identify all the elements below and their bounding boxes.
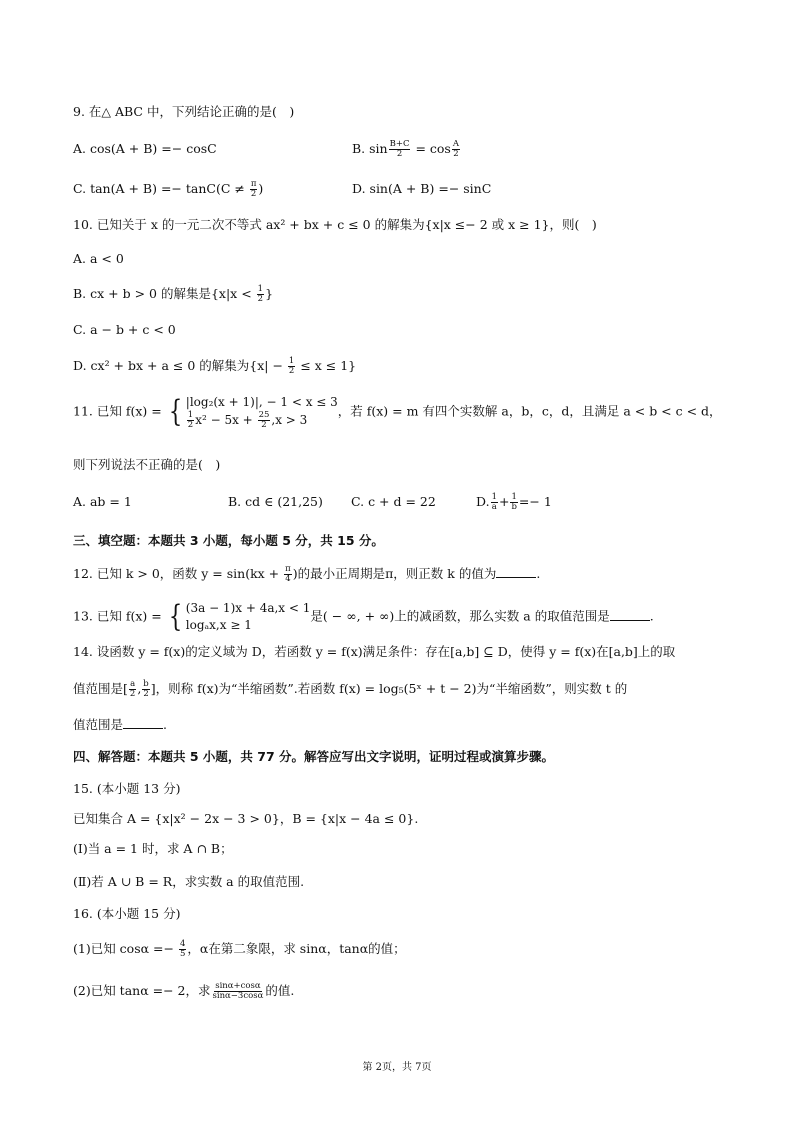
q13-brace: { <box>168 599 182 634</box>
q13-case2: logₐx,x ≥ 1 <box>185 618 252 632</box>
q15-head: 15. (本小题 13 分) <box>73 781 181 796</box>
q11-suffix: ，若 f(x) = m 有四个实数解 a，b，c，d，且满足 a < b < c < d， <box>337 403 722 419</box>
q11-d-plus: + <box>498 494 510 509</box>
q11-case2-frac-num: 1 <box>187 410 194 420</box>
q14-line1: 14. 设函数 y = f(x)的定义域为 D，若函数 y = f(x)满足条件：存在[a,b] ⊆ D，使得 y = f(x)在[a,b]上的取 <box>73 644 676 659</box>
q11-piecewise <box>166 394 338 430</box>
q14-comma: , <box>137 681 142 696</box>
q11-case1: |log₂(x + 1)|, − 1 < x ≤ 3 <box>185 395 338 409</box>
q9-option-b <box>352 140 461 159</box>
q10-b-post: } <box>265 286 274 301</box>
q9-option-a: A. cos(A + B) =− cosC <box>73 141 217 156</box>
q9-c-frac-num: π <box>250 179 257 189</box>
q9-c-frac-den: 2 <box>250 189 257 199</box>
q13-suffix: 是( − ∞, + ∞)上的减函数，那么实数 a 的取值范围是 <box>310 608 610 624</box>
q11-case2 <box>186 411 338 430</box>
q14-line2-pre: 值范围是[ <box>73 681 128 696</box>
q9-b-frac1-den: 2 <box>396 149 403 159</box>
q11-option-c: C. c + d = 22 <box>351 494 436 509</box>
q11-d-pre: D. <box>476 494 490 509</box>
section-4-heading: 四、解答题：本题共 5 小题，共 77 分。解答应写出文字说明，证明过程或演算步骤。 <box>73 749 555 764</box>
q9-c-frac <box>250 180 258 199</box>
q12-pre: 12. 已知 k > 0，函数 y = sin(kx + <box>73 566 284 581</box>
q14-frac1 <box>129 680 136 699</box>
q11-line2: 则下列说法不正确的是( ) <box>73 457 221 472</box>
q10-b-pre: B. cx + b > 0 的解集是{x|x < <box>73 286 256 301</box>
q11-d-frac1 <box>491 493 498 512</box>
q16-p1-post: ，α在第二象限，求 sinα，tanα的值； <box>187 941 406 956</box>
q11-option-a: A. ab = 1 <box>73 494 132 509</box>
q11-case2-frac-den: 2 <box>187 420 194 430</box>
q10-d-frac-num: 1 <box>288 356 295 366</box>
q9-b-frac2 <box>452 140 460 159</box>
q10-b-frac-den: 2 <box>257 294 264 304</box>
q10-d-frac <box>288 357 295 376</box>
page-footer: 第 2页，共 7页 <box>362 1062 432 1073</box>
q9-b-mid: = cos <box>411 141 451 156</box>
q11-stem <box>73 394 722 430</box>
q16-head: 16. (本小题 15 分) <box>73 906 181 921</box>
q11-brace: { <box>168 394 182 429</box>
q11-case2-frac2-den: 2 <box>261 420 267 430</box>
q16-p2-frac-num: sinα+cosα <box>215 981 261 991</box>
q11-d-frac2-num: 1 <box>511 492 517 502</box>
q14-line3-text: 值范围是 <box>73 717 124 732</box>
q15-part1: (Ⅰ)当 a = 1 时，求 A ∩ B； <box>73 841 233 856</box>
q10-option-a: A. a < 0 <box>73 251 124 266</box>
q16-p2-pre: (2)已知 tanα =− 2，求 <box>73 983 211 998</box>
q11-d-frac1-den: a <box>491 502 497 512</box>
q11-option-b: B. cd ∈ (21,25) <box>228 494 323 509</box>
q16-p1-frac-num: 4 <box>179 939 186 949</box>
q12-end: . <box>536 566 541 581</box>
q13-prefix: 13. 已知 f(x) = <box>73 608 166 624</box>
q16-p1-frac-den: 5 <box>179 949 186 959</box>
q9-b-frac1-num: B+C <box>389 139 410 149</box>
q16-p2-frac-den: sinα−3cosα <box>212 991 264 1001</box>
q16-p2-post: 的值. <box>265 983 295 998</box>
q14-frac1-num: a <box>130 679 136 689</box>
q13-answer-blank[interactable] <box>610 608 650 621</box>
q14-end: . <box>163 717 167 732</box>
q10-d-pre: D. cx² + bx + a ≤ 0 的解集为{x| − <box>73 358 287 373</box>
q11-case2-frac2-num: 25 <box>258 410 270 420</box>
q13-piecewise <box>166 600 311 634</box>
q14-frac1-den: 2 <box>129 689 136 699</box>
q12-frac-den: 4 <box>285 574 291 584</box>
q15-stem: 已知集合 A = {x|x² − 2x − 3 > 0}，B = {x|x − 4a ≤ 0}. <box>73 811 419 826</box>
q14-line2 <box>73 680 627 699</box>
q9-stem: 9. 在△ ABC 中，下列结论正确的是( ) <box>73 104 295 119</box>
q11-options <box>73 493 552 512</box>
q16-p2-frac <box>212 982 265 1001</box>
q10-b-frac-num: 1 <box>257 284 264 294</box>
q9-c-pre: C. tan(A + B) =− tanC(C ≠ <box>73 181 249 196</box>
q11-case2-frac2 <box>258 411 271 430</box>
q10-b-frac <box>257 285 264 304</box>
q9-b-pre: B. sin <box>352 141 388 156</box>
q9-b-frac2-num: A <box>452 139 459 149</box>
q13-case1: (3a − 1)x + 4a,x < 1 <box>185 601 311 615</box>
q16-part1 <box>73 940 406 959</box>
q14-frac2-den: 2 <box>143 689 149 699</box>
q11-d-frac1-num: 1 <box>491 492 497 502</box>
q11-d-post: =− 1 <box>518 494 552 509</box>
q10-stem: 10. 已知关于 x 的一元二次不等式 ax² + bx + c ≤ 0 的解集为{x|x ≤− 2 或 x ≥ 1}，则( ) <box>73 217 597 232</box>
q11-option-d <box>476 493 552 512</box>
q10-option-b <box>73 285 273 304</box>
q15-part2: (Ⅱ)若 A ∪ B = R，求实数 a 的取值范围. <box>73 874 305 889</box>
q12-post: )的最小正周期是π，则正数 k 的值为 <box>292 566 497 581</box>
q10-d-post: ≤ x ≤ 1} <box>296 358 357 373</box>
q16-part2 <box>73 982 294 1001</box>
q16-p1-frac <box>179 940 186 959</box>
q16-p1-pre: (1)已知 cosα =− <box>73 941 178 956</box>
q12-answer-blank[interactable] <box>496 565 536 578</box>
q12-frac <box>284 565 292 584</box>
q10-d-frac-den: 2 <box>288 366 295 376</box>
q11-d-frac2 <box>510 493 517 512</box>
q12 <box>73 565 540 584</box>
q11-case2-post: ,x > 3 <box>271 413 308 427</box>
q10-option-d <box>73 357 356 376</box>
q13-end: . <box>649 608 654 624</box>
q14-frac2-num: b <box>143 679 149 689</box>
q14-answer-blank[interactable] <box>123 716 163 729</box>
q10-option-c: C. a − b + c < 0 <box>73 322 176 337</box>
q9-option-c <box>73 180 263 199</box>
q14-line2-post: ]，则称 f(x)为“半缩函数”.若函数 f(x) = log₅(5ˣ + t − 2)为“半缩函数”，则实数 t 的 <box>150 681 628 696</box>
q11-case2-mid: x² − 5x + <box>195 413 257 427</box>
q11-d-frac2-den: b <box>511 502 517 512</box>
q11-prefix: 11. 已知 f(x) = <box>73 403 166 419</box>
section-3-heading: 三、填空题：本题共 3 小题，每小题 5 分，共 15 分。 <box>73 533 384 548</box>
q14-frac2 <box>142 680 149 699</box>
q13 <box>73 600 654 634</box>
q9-c-post: ) <box>258 181 264 196</box>
q9-option-d: D. sin(A + B) =− sinC <box>352 181 492 196</box>
q9-b-frac2-den: 2 <box>453 149 459 159</box>
q12-frac-num: π <box>285 564 291 574</box>
q14-line3 <box>73 716 167 734</box>
q11-case2-frac <box>187 411 194 430</box>
q9-b-frac1 <box>389 140 411 159</box>
